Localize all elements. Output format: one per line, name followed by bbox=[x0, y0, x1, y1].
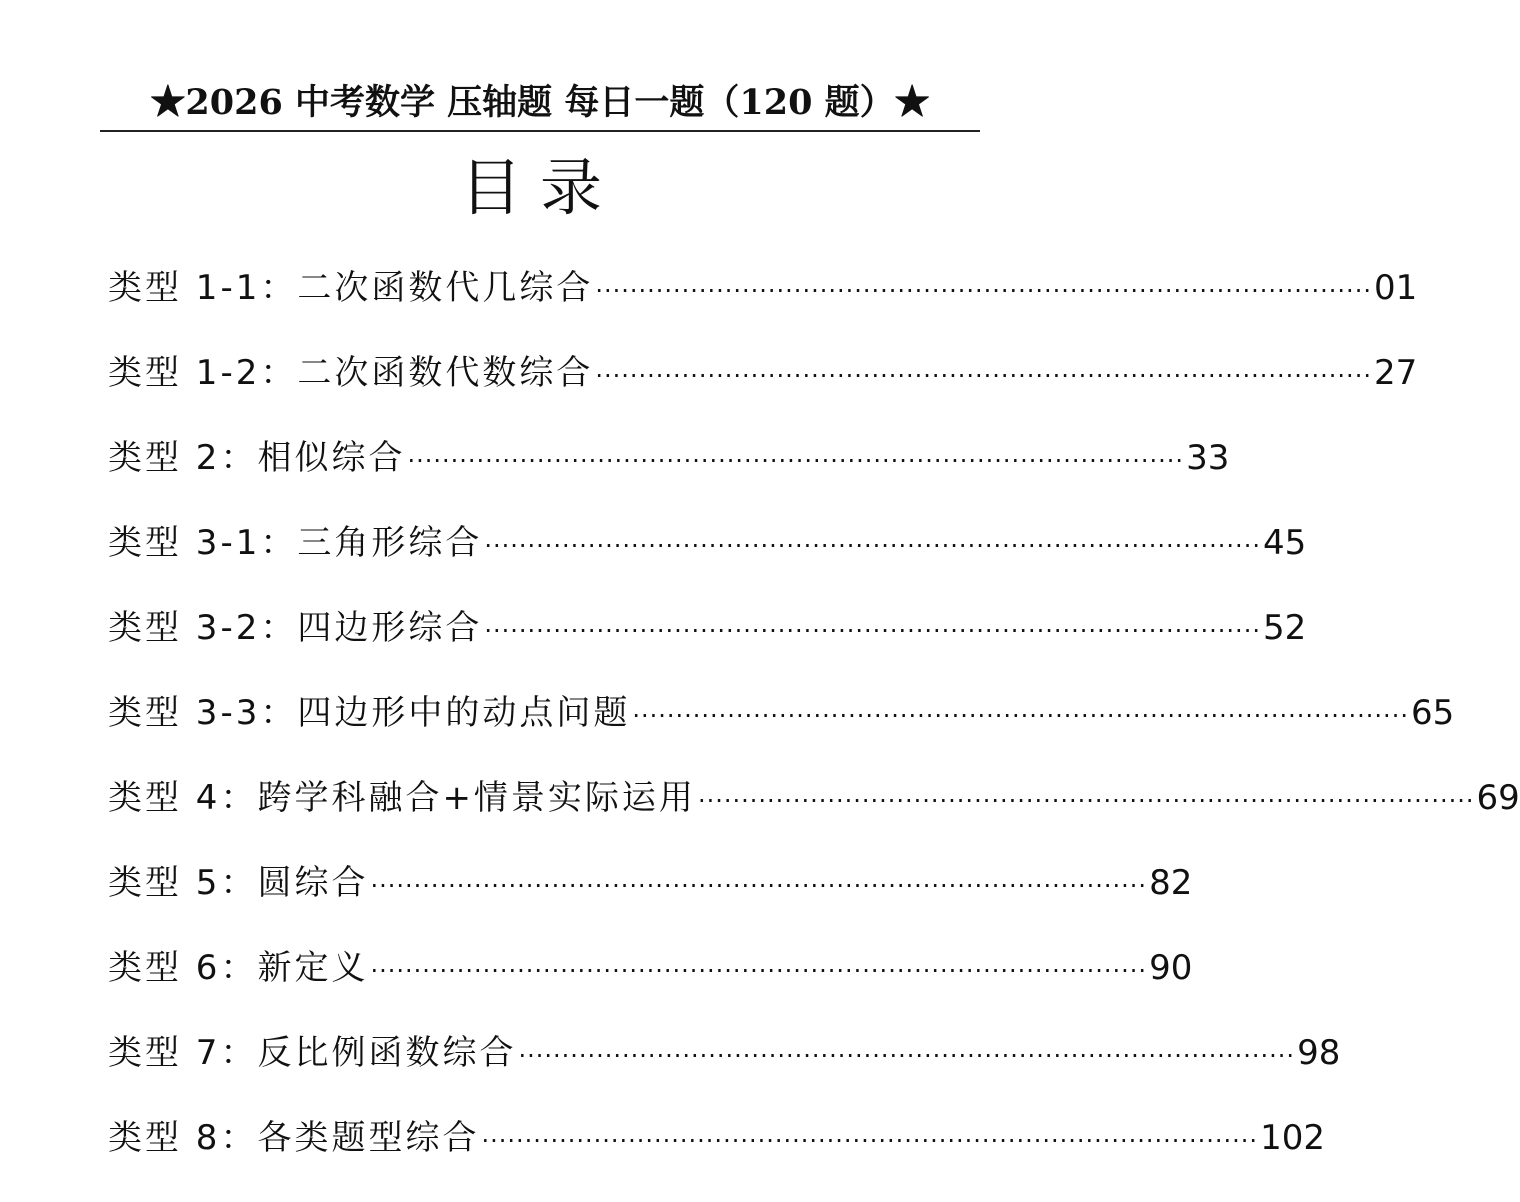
toc-entry[interactable] bbox=[108, 768, 1520, 853]
toc-entry-label: 类型 1-1：二次函数代几综合 bbox=[108, 268, 594, 308]
toc-dot-leader: ·························································································· bbox=[595, 362, 1372, 390]
toc-entry[interactable] bbox=[108, 1108, 1325, 1193]
toc-dot-leader: ·························································································· bbox=[407, 447, 1185, 475]
toc-entry-label: 类型 3-3：四边形中的动点问题 bbox=[108, 693, 631, 733]
toc-entry[interactable] bbox=[108, 428, 1230, 513]
table-of-contents bbox=[108, 258, 1520, 1193]
toc-entry[interactable] bbox=[108, 938, 1193, 1023]
toc-page-number: 102 bbox=[1260, 1118, 1325, 1158]
toc-page-number: 90 bbox=[1149, 948, 1193, 988]
toc-dot-leader: ·························································································· bbox=[484, 532, 1261, 560]
toc-dot-leader: ·························································································· bbox=[370, 957, 1148, 985]
toc-entry-label: 类型 3-2：四边形综合 bbox=[108, 608, 483, 648]
page-title: 目录 bbox=[459, 151, 620, 224]
toc-entry[interactable] bbox=[108, 1023, 1341, 1108]
toc-dot-leader: ·························································································· bbox=[518, 1042, 1296, 1070]
toc-entry-label: 类型 6：新定义 bbox=[108, 948, 369, 988]
toc-dot-leader: ·························································································· bbox=[697, 787, 1475, 815]
document-header bbox=[100, 78, 980, 132]
toc-entry[interactable] bbox=[108, 683, 1455, 768]
toc-entry-label: 类型 4：跨学科融合+情景实际运用 bbox=[108, 778, 696, 818]
toc-entry[interactable] bbox=[108, 258, 1418, 343]
toc-dot-leader: ·························································································· bbox=[481, 1127, 1259, 1155]
toc-page-number: 27 bbox=[1373, 353, 1418, 393]
toc-page-number: 98 bbox=[1297, 1033, 1341, 1073]
header-title: ★2026 中考数学 压轴题 每日一题（120 题）★ bbox=[150, 82, 930, 123]
toc-entry-label: 类型 7：反比例函数综合 bbox=[108, 1033, 517, 1073]
toc-dot-leader: ·························································································· bbox=[484, 617, 1261, 645]
toc-entry[interactable] bbox=[108, 853, 1193, 938]
toc-dot-leader: ·························································································· bbox=[595, 277, 1372, 305]
toc-page-number: 69 bbox=[1476, 778, 1520, 818]
toc-page-number: 01 bbox=[1373, 268, 1418, 308]
toc-entry-label: 类型 8：各类题型综合 bbox=[108, 1118, 480, 1158]
toc-dot-leader: ·························································································· bbox=[370, 872, 1148, 900]
toc-page-number: 33 bbox=[1186, 438, 1230, 478]
toc-page-number: 82 bbox=[1149, 863, 1193, 903]
toc-entry[interactable] bbox=[108, 513, 1307, 598]
toc-page-number: 45 bbox=[1262, 523, 1307, 563]
toc-entry-label: 类型 5：圆综合 bbox=[108, 863, 369, 903]
toc-entry-label: 类型 2：相似综合 bbox=[108, 438, 406, 478]
toc-page-number: 52 bbox=[1262, 608, 1307, 648]
toc-page-number: 65 bbox=[1410, 693, 1455, 733]
toc-dot-leader: ·························································································· bbox=[632, 702, 1409, 730]
toc-entry[interactable] bbox=[108, 598, 1307, 683]
toc-entry[interactable] bbox=[108, 343, 1418, 428]
toc-entry-label: 类型 3-1：三角形综合 bbox=[108, 523, 483, 563]
toc-entry-label: 类型 1-2：二次函数代数综合 bbox=[108, 353, 594, 393]
